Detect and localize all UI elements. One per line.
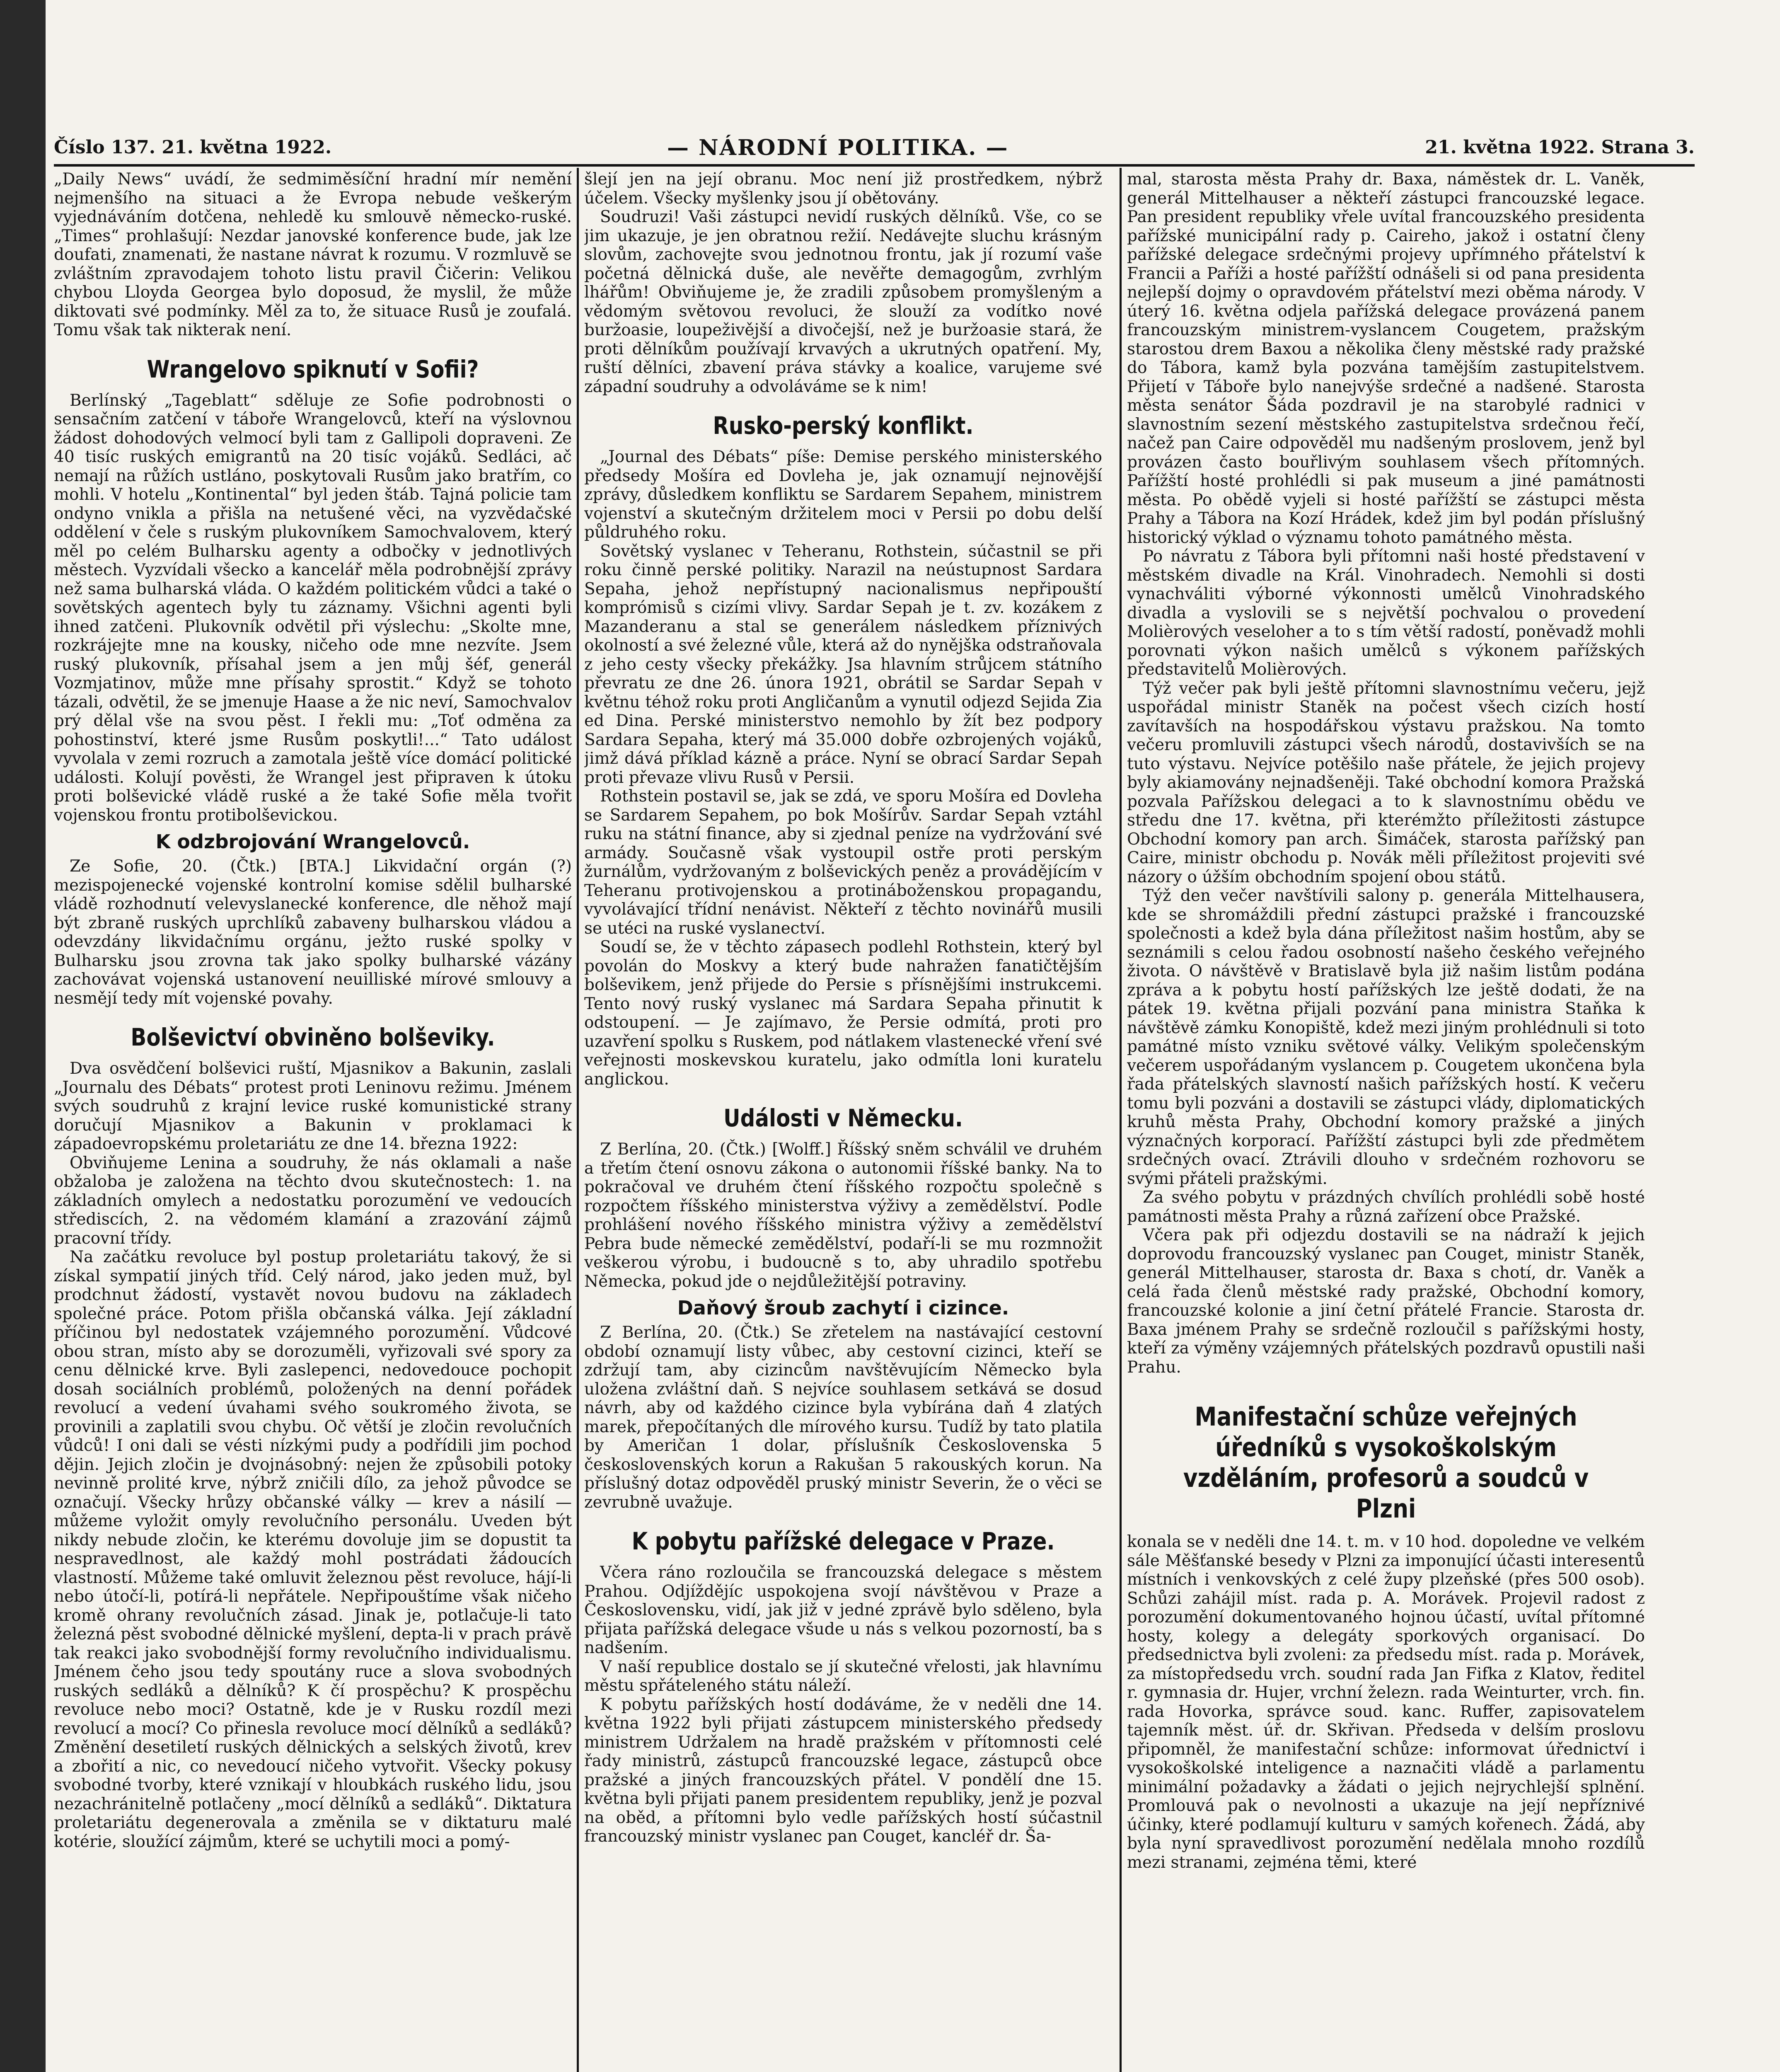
paragraph: Týž večer pak byli ještě přítomni slavnostnímu večeru, jejž uspořádal ministr Staněk na počest všech cizích hostí zavítavších na hospodářskou výstavu pražskou. Na tomto večeru promluvili zástupci všech národů, dostavivších se na tuto výstavu. Nejvíce potěšilo naše přátele, že jejich projevy byly akiamovány nejnadšeněji. Také obchodní komora Pražská pozvala Pařížskou delegaci a to k slavnostnímu obědu ve středu dne 17. května, při kterémžto příležitosti zástupce Obchodní komory pan arch. Šimáček, starosta pařížský pan Caire, ministr obchodu p. Novák měli příležitost projeviti své názory o úžším obchodním spojení obou států. xyxy=(1127,679,1645,886)
paragraph: konala se v neděli dne 14. t. m. v 10 hod. dopoledne ve velkém sále Měšťanské besedy v Plzni za imponující účasti interesentů místních i venkovských z celé župy plzeňské (přes 500 osob). Schůzi zahájil míst. rada p. A. Morávek. Projevil radost z porozumění dokumentovaného hojnou účastí, uvítal přítomné hosty, kolegy a delegáty sporkových organisací. Do předsednictva byli zvoleni: za předsedu míst. rada p. Morávek, za místopředsedu vrch. soudní rada Jan Fifka z Klatov, ředitel r. gymnasia dr. Hujer, vrchní železn. rada Weinturter, vrch. fin. rada Hovorka, správce soud. kanc. Ruffer, zapisovatelem tajemník měst. úř. dr. Skřivan. Předseda v delším proslovu připomněl, že manifestační schůze: informovat úřednictví i vysokoškolské inteligence a naznačiti vládě a parlamentu minimální požadavky a žádati o jejich nejrychlejší splnění. Promlouvá pak o nevolnosti a ukazuje na její nepříznivé účinky, které podlamují kulturu v samých kořenech. Žádá, aby byla nyní spravedlivost porozumění nedělala mnoho rozdílů mezi stranami, zejména těmi, které xyxy=(1127,1532,1645,1872)
paragraph: Z Berlína, 20. (Čtk.) Se zřetelem na nastávající cestovní období oznamují listy vůbec, aby cestovní cizinci, kteří se zdržují tam, aby cizincům navštěvujícím Německo byla uložena zvláštní daň. S nejvíce souhlasem setkává se dosud návrh, aby od každého cizince byla vybírána daň 4 zlatých marek, přepočítaných dle mírového kursu. Tudíž by tato platila by Američan 1 dolar, příslušník Československa 5 československých korun a Rakušan 5 rakouských korun. Na příslušný dotaz odpověděl pruský ministr Severin, že o věci se zevrubně uvažuje. xyxy=(584,1323,1102,1512)
paragraph: Rothstein postavil se, jak se zdá, ve sporu Mošíra ed Dovleha se Sardarem Sepahem, po bok Mošírův. Sardar Sepah vztáhl ruku na státní finance, aby si zjednal peníze na vydržování své armády. Současně však vystoupil ostře proti perským žurnálům, vydržovaným z bolševických peněz a provádějícím v Teheranu protivojenskou a protináboženskou propagandu, vyvolávající třídní nenávist. Někteří z těchto novinářů musili se utéci na ruské vyslanectví. xyxy=(584,787,1102,938)
column-2 xyxy=(584,170,1102,2072)
paragraph: Sovětský vyslanec v Teheranu, Rothstein, súčastnil se při roku činně perské politiky. Narazil na neústupnost Sardara Sepaha, jehož nepřístupný nacionalismus nepřipouští komprómisů s cizími vlivy. Sardar Sepah je t. zv. kozákem z Mazanderanu a stal se generálem následkem příznivých okolností a své železné vůle, která až do nynějška odstraňovala z jeho cesty všecky překážky. Jsa hlavním strůjcem státního převratu ze dne 26. února 1921, obrátil se Sardar Sepah v květnu téhož roku proti Angličanům a vynutil odjezd Sejida Zia ed Dina. Perské ministerstvo nemohlo by žít bez podpory Sardara Sepaha, který má 35.000 dobře ozbrojených vojáků, jimž dává příklad kázně a práce. Nyní se obrací Sardar Sepah proti převaze vlivu Rusů v Persii. xyxy=(584,542,1102,787)
headline: Wrangelovo spiknutí v Sofii? xyxy=(147,355,479,383)
masthead: — NÁRODNÍ POLITIKA. — xyxy=(667,135,1009,160)
subheadline: Daňový šroub zachytí i cizince. xyxy=(677,1297,1009,1319)
column-divider xyxy=(1120,168,1122,2072)
paragraph: Na začátku revoluce byl postup proletariátu takový, že si získal sympatií jiných tříd. Celý národ, jako jeden muž, byl prodchnut žádostí, vystavět novou budovu na základech společné práce. Potom přišla občanská válka. Její základní příčinou byl nedostatek vzájemného porozumění. Vůdcové obou stran, místo aby se dorozuměli, vyřizovali své spory za cenu dělnické krve. Byli zaslepenci, nedovedouce pochopit dosah sociálních problémů, položených na denní pořádek revolucí a vedení úvahami svého soukromého života, se provinili a zaplatili svou chybu. Oč větší je zločin revolučních vůdců! I oni dali se vésti nízkými pudy a podřídili jim pochod dějin. Jejich zločin je dvojnásobný: nejen že způsobili potoky nevinně prolité krve, nýbrž zničili dílo, za jehož původce se označují. Všecky hrůzy občanské války — krev a násilí — můžeme vyložit omyly revolučního personálu. Uveden být nikdy nebude zločin, ke kterému dovoluje jim se dopustit ta nespravedlnost, ale každý mohl postrádati žádoucích vlastností. Můžeme také omluvit železnou pěst revoluce, hájí-li nebo útočí-li, potírá-li nepřátele. Nepřipouštíme však ničeho kromě ohrany revolučních zásad. Jinak je, potlačuje-li tato železná pěst svobodné dělnické myšlení, depta-li v prach právě tak reakci jako svobodnější formy revolučního individualismu. Jménem čeho jsou tedy spoutány ruce a slova svobodných ruských sedláků a dělníků? K čí prospěchu? K prospěchu revoluce nebo moci? Ostatně, kde je v Rusku rozdíl mezi revolucí a mocí? Co přinesla revoluce mocí dělníků a sedláků? Změnění desetiletí ruských dělnických a selských životů, krev a zbořití a nic, co nevedoucí ničeho vytvořit. Všecky pokusy svobodné tvorby, které vznikají v hloubkách ruského lidu, jsou nezachránitelně potlačeny „mocí dělníků a sedláků“. Diktatura proletariátu degenerovala a změnila se v diktaturu malé kotérie, sloužící zájmům, které se uchytili moci a pomý- xyxy=(54,1248,572,1851)
paragraph: Soudí se, že v těchto zápasech podlehl Rothstein, který byl povolán do Moskvy a který bude nahražen fanatičtějším bolševikem, jenž přijede do Persie s přísnějšími instrukcemi. Tento nový ruský vyslanec má Sardara Sepaha přinutit k odstoupení. — Je zajímavo, že Persie odmítá, proti pro uzavření spolku s Ruskem, pod nátlakem vlastenecké vření své veřejnosti moskevskou kuratelu, jako odmítla loni kuratelu anglickou. xyxy=(584,938,1102,1089)
paragraph: Týž den večer navštívili salony p. generála Mittelhausera, kde se shromáždili přední zástupci pražské i francouzské společnosti a kdež byla dána příležitost našim hostům, aby se seznámili s celou řadou osobností našeho českého veřejného života. O návštěvě v Bratislavě byla již našim listům podána zpráva a k pobytu hostí pařížských lze ještě dodati, že na pátek 19. května přijali pozvání pana ministra Staňka k návštěvě zámku Konopiště, kdež mezi jiným prohlédnuli si toto památné místo vzniku světové války. Velikým společenským večerem uspořádaným vyslancem p. Cougetem ukončena byla řada přátelských slavností našich pařížských hostí. K večeru tomu byli pozváni a dostavili se zástupci vlády, diplomatických kruhů města Prahy, Obchodní komory pražské a jiných význačných korporací. Pařížští zástupci byli zde předmětem srdečných ovací. Ztrávili dlouho v srdečném rozhovoru se svými přáteli pražskými. xyxy=(1127,886,1645,1188)
paragraph: Včera pak při odjezdu dostavili se na nádraží k jejich doprovodu francouzský vyslanec pan Couget, ministr Staněk, generál Mittelhauser, starosta dr. Baxa s chotí, dr. Vaněk a celá řada členů městské rady pražské, Obchodní komory, francouzské kolonie a jiní četní přátelé Francie. Starosta dr. Baxa jménem Prahy se srdečně rozloučil s pařížskými hosty, kteří za výměny vzájemných přátelských pozdravů opustili naši Prahu. xyxy=(1127,1226,1645,1377)
paragraph: Po návratu z Tábora byli přítomni naši hosté představení v městském divadle na Král. Vinohradech. Nemohli si dosti vynachváliti výborné výkonnosti umělců Vinohradského divadla a vyslovili se s největší pochvalou o provedení Molièrových veseloher a to s tím větší radostí, poněvadž mohli porovnati výkon našich umělců s výkonem pařížských představitelů Molièrových. xyxy=(1127,547,1645,679)
scan-border xyxy=(0,0,46,2072)
paragraph: Obviňujeme Lenina a soudruhy, že nás oklamali a naše obžaloba je založena na těchto dvou skutečnostech: 1. na základních omylech a nedostatku porozumění ve vedoucích střediscích, 2. na vědomém klamání a zrazování zájmů pracovní třídy. xyxy=(54,1153,572,1248)
paragraph: Ze Sofie, 20. (Čtk.) [BTA.] Likvidační orgán (?) mezispojenecké vojenské kontrolní komise sdělil bulharské vládě rozhodnutí velevyslanecké konference, dle něhož mají být zbraně ruských uprchlíků zabaveny bulharskou vládou a odevzdány likvidačnímu orgánu, ježto ruské spolky v Bulharsku jsou zrovna tak jako spolky bulharské vázány zachovávat vojenská ustanovení neuilliské mírové smlouvy a nesmějí tedy mít vojenské povahy. xyxy=(54,857,572,1008)
subheadline: K odzbrojování Wrangelovců. xyxy=(155,830,470,853)
column-divider xyxy=(577,168,579,2072)
paragraph: „Daily News“ uvádí, že sedmiměsíční hradní mír nemění nejmenšího na situaci a že Evropa nebude veškerým vyjednáváním dotčena, nehledě ku smlouvě německo-ruské. „Times“ prohlašují: Nezdar janovské konference bude, jak lze doufati, znamenati, že nastane návrat k rozumu. V rozmluvě se zvláštním zpravodajem tohoto listu pravil Čičerin: Velikou chybou Lloyda Georgea bylo doposud, že myslil, že může diktovati své podmínky. Měl za to, že situace Rusů je zoufalá. Tomu však tak nikterak není. xyxy=(54,170,572,339)
page-header xyxy=(54,137,1695,162)
header-rule xyxy=(54,164,1695,167)
column-3 xyxy=(1127,170,1645,2072)
column-1 xyxy=(54,170,572,2072)
paragraph: Berlínský „Tageblatt“ sděluje ze Sofie podrobnosti o sensačním zatčení v táboře Wrangelovců, kteří na výslovnou žádost dohodových velmocí byli tam z Gallipoli dopraveni. Ze 40 tisíc ruských emigrantů na 20 tisíc vojáků. Sedláci, ač nemají na růžích ustláno, poskytovali Rusům jako bratřím, co mohli. V hotelu „Kontinental“ byl jeden štáb. Tajná policie tam ondyno vnikla a přišla na netušené věci, na vyzvědačské oddělení v čele s ruským plukovníkem Samochvalovem, který měl po celém Bulharsku agenty a odbočky v jednotlivých městech. Vyzvídali všecko a kancelář měla podrobnější zprávy než sama bulharská vláda. O každém politickém vůdci a také o sovětských agentech byly tu záznamy. Všichni agenti byli ihned zatčeni. Plukovník odvětil při výslechu: „Skolte mne, rozkrájejte mne na kousky, ničeho ode mne nezvíte. Jsem ruský plukovník, přísahal jsem a jen můj šéf, generál Vozmjatinov, může mne přísahy sprostit.“ Když se tohoto tázali, odvětil, že se jmenuje Haase a že nic neví, Samochvalov prý dělal vše na svou pěst. I řekli mu: „Toť odměna za pohostinství, které jsme Rusům poskytli!...“ Tato událost vyvolala v zemi rozruch a zamotala ještě více domácí politické události. Kolují pověsti, že Wrangel jest připraven k útoku proti bolševické vládě ruské a že také Sofie měla tvořit vojenskou frontu protibolševickou. xyxy=(54,391,572,825)
paragraph: V naší republice dostalo se jí skutečné vřelosti, jak hlavnímu městu spřáteleného státu náleží. xyxy=(584,1657,1102,1695)
headline: Bolševictví obviněno bolševiky. xyxy=(131,1023,495,1051)
paragraph: Včera ráno rozloučila se francouzská delegace s městem Prahou. Odjíždějíc uspokojena svojí návštěvou v Praze a Československu, vidí, jak již v jedné zprávě bylo sděleno, byla přijata pařížská delegace všude u nás s velkou pozorností, ba s nadšením. xyxy=(584,1563,1102,1657)
paragraph: K pobytu pařížských hostí dodáváme, že v neděli dne 14. května 1922 byli přijati zástupcem ministerského předsedy ministrem Udržalem na hradě pražském v přítomnosti celé řady ministrů, zástupců francouzské legace, zástupců obce pražské a jiných francouzských přátel. V pondělí dne 15. května byli přijati panem presidentem republiky, jenž je pozval na oběd, a přítomni bylo vedle pařížských hostí súčastnil francouzský ministr vyslanec pan Couget, kancléř dr. Ša- xyxy=(584,1695,1102,1846)
paragraph: Z Berlína, 20. (Čtk.) [Wolff.] Říšský sněm schválil ve druhém a třetím čtení osnovu zákona o autonomii říšské banky. Na to pokračoval ve druhém čtení říšského rozpočtu společně s rozpočtem říšského ministerstva výživy a zemědělství. Podle prohlášení nového říšského ministra výživy a zemědělství Pebra bude německé zemědělství, podaří-li se mu rozmnožit veškerou výrobu, i budoucně s to, aby uhradilo spotřebu Německa, pokud jde o nejdůležitější potraviny. xyxy=(584,1140,1102,1291)
headline: Manifestační schůze veřejných úředníků s vysokoškolským vzděláním, profesorů a soudců v Plzni xyxy=(1183,1402,1589,1524)
issue-number: Číslo 137. 21. května 1922. xyxy=(54,137,332,158)
paragraph: Dva osvědčení bolševici ruští, Mjasnikov a Bakunin, zaslali „Journalu des Débats“ protest proti Leninovu režimu. Jménem svých soudruhů z krajní levice ruské komunistické strany doručují Mjasnikov a Bakunin v proklamaci k západoevropskému proletariátu ze dne 14. března 1922: xyxy=(54,1059,572,1153)
paragraph: šlejí jen na její obranu. Moc není již prostředkem, nýbrž účelem. Všecky myšlenky jsou jí obětovány. xyxy=(584,170,1102,208)
paragraph: Za svého pobytu v prázdných chvílích prohlédli sobě hosté památnosti města Prahy a různá zařízení obce Pražské. xyxy=(1127,1188,1645,1226)
date-page: 21. května 1922. Strana 3. xyxy=(1425,137,1695,158)
headline: Události v Německu. xyxy=(723,1104,963,1132)
headline: Rusko-perský konflikt. xyxy=(713,411,974,440)
paragraph: „Journal des Débats“ píše: Demise perského ministerského předsedy Mošíra ed Dovleha je, jak oznamují nejnovější zprávy, důsledkem konfliktu se Sardarem Sepahem, ministrem vojenství a skutečným držitelem moci v Persii po dobu delší půldruhého roku. xyxy=(584,448,1102,542)
paragraph: mal, starosta města Prahy dr. Baxa, náměstek dr. L. Vaněk, generál Mittelhauser a někteří zástupci francouzské legace. Pan president republiky vřele uvítal francouzského presidenta pařížské municipální rady p. Caireho, jakož i ostatní členy pařížské delegace srdečnými projevy upřímného přátelství k Francii a Paříži a hosté pařížští odnášeli si od pana presidenta nejlepší dojmy o opravdovém přátelství mezi oběma národy. V úterý 16. května odjela pařížská delegace provázená panem francouzským ministrem-vyslancem Cougetem, pražským starostou drem Baxou a několika členy městské rady pražské do Tábora, kamž byla pozvána tamějším zastupitelstvem. Přijetí v Táboře bylo nanejvýše srdečné a nadšené. Starosta města senátor Šáda pozdravil je na starobylé radnici v slavnostním sezení městského zastupitelstva srdečnou řečí, načež pan Caire odpověděl mu nadšeným proslovem, jenž byl provázen často bouřlivým souhlasem všech přítomných. Pařížští hosté prohlédli si pak museum a jiné památnosti města. Po obědě vyjeli si hosté pařížští se zástupci města Prahy a Tábora na Kozí Hrádek, kdež jim byl podán příslušný historický výklad o významu tohoto památného města. xyxy=(1127,170,1645,547)
paragraph: Soudruzi! Vaši zástupci nevidí ruských dělníků. Vše, co se jim ukazuje, je jen obratnou režií. Nedávejte sluchu krásným slovům, zachovejte svou jednotnou frontu, jak jí rozumí vaše početná dělnická duše, ale nevěřte demagogům, zvrhlým lhářům! Obviňujeme je, že zradili způsobem promyšleným a vědomým světovou revoluci, že slouží za vodítko nové buržoasie, loupeživější a divočejší, než je buržoasie stará, že proti dělníkům používají krvavých a ukrutných opatření. My, ruští dělníci, zbavení práva stávky a koalice, varujeme své západní soudruhy a odvoláváme se k nim! xyxy=(584,208,1102,396)
headline: K pobytu pařížské delegace v Praze. xyxy=(631,1527,1055,1555)
